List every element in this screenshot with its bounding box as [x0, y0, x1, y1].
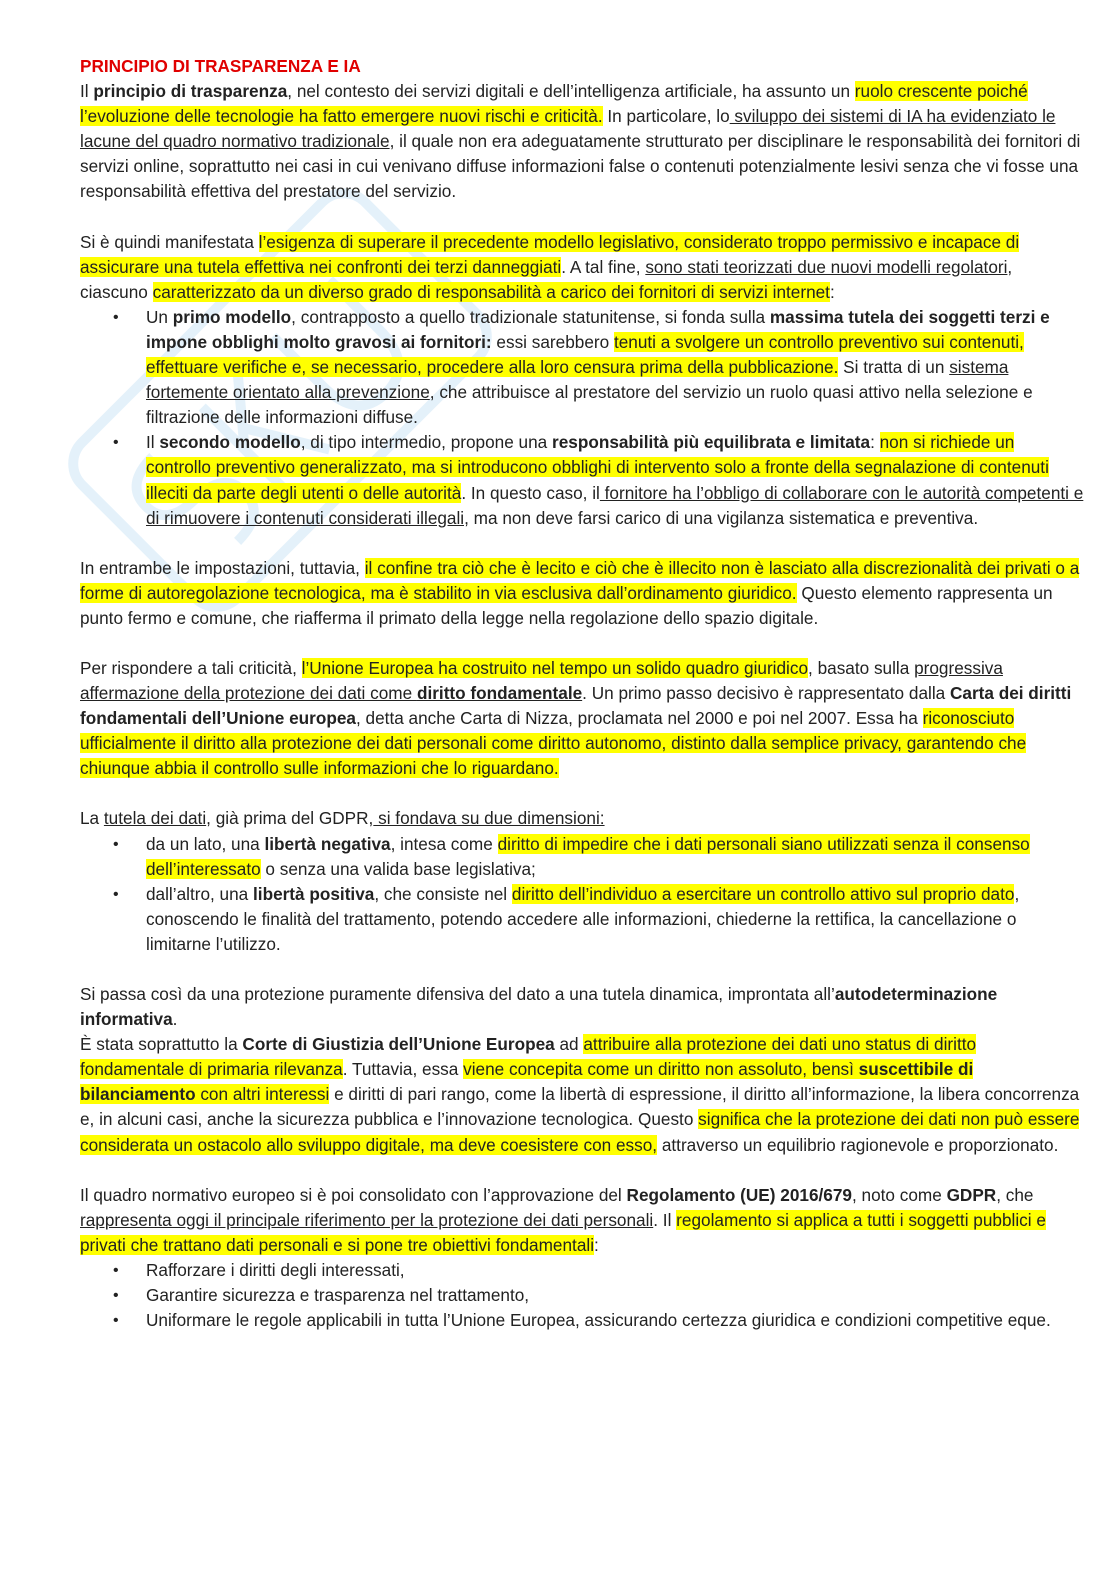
paragraph-tutela-dati [80, 806, 1084, 831]
underlined-text: fornitore ha l’obbligo di collaborare con le autorità competenti e di rimuovere i contenuti considerati illegali, [146, 482, 1084, 528]
list-item [146, 832, 1084, 882]
text-run: , che attribuisce al prestatore del servizio un ruolo quasi attivo nella selezione e filtrazione delle informazioni diffuse. [146, 382, 1033, 428]
text-run: , nel contesto dei servizi digitali e dell’intelligenza artificiale, ha assunto un [287, 81, 855, 102]
text-run: , contrapposto a quello tradizionale statunitense, si fonda sulla [291, 306, 770, 327]
text-run: Si passa così da una protezione puramente difensiva del dato a una tutela dinamica, improntata all’ [80, 984, 835, 1004]
list-liberta [80, 832, 1084, 957]
text-run: Questo elemento rappresenta un punto fermo e comune, che riafferma il primato della legge nella regolazione dello spazio digitale. [80, 582, 1053, 628]
bold-text: libertà negativa [264, 833, 391, 854]
text-run: Un [146, 306, 173, 327]
underlined-text: sono stati teorizzati due nuovi modelli regolatori [645, 256, 1008, 277]
highlighted-text: tenuti a svolgere un controllo preventivo sui contenuti, effettuare verifiche e, se necessario, procedere alla loro censura prima della pubblicazione. [146, 331, 1024, 378]
text-run: Il quadro normativo europeo si è poi consolidato con l’approvazione del [80, 1184, 627, 1205]
list-item [146, 430, 1084, 530]
text-run: In entrambe le impostazioni, tuttavia, [80, 557, 365, 578]
text-run: . Un primo passo decisivo è rappresentato dalla [582, 683, 950, 704]
text-run: : [594, 1234, 599, 1255]
text-run: . [172, 1009, 178, 1030]
text-run: . A tal fine, [561, 256, 646, 277]
text-run: Si è quindi manifestata [80, 231, 259, 252]
document-page [80, 54, 1084, 1333]
text-run: , ciascuno [80, 256, 1013, 302]
paragraph-autodeterminazione [80, 982, 1084, 1032]
text-run: . In questo caso, il [461, 482, 600, 503]
underlined-text: sviluppo dei sistemi di IA ha evidenziato le lacune del quadro normativo tradizionale [80, 106, 1056, 152]
highlighted-text: con altri interessi [195, 1084, 330, 1105]
text-run: attraverso un equilibrio ragionevole e proporzionato. [657, 1134, 1059, 1155]
text-run: , basato sulla [808, 657, 915, 678]
text-run: . Tuttavia, essa [342, 1059, 464, 1080]
highlighted-text: riconosciuto ufficialmente il diritto alla protezione dei dati personali come diritto autonomo, distinto dalla semplice privacy, garantendo che chiunque abbia il controllo sulle informazioni che lo riguardano. [80, 708, 1027, 779]
underlined-text: rappresenta oggi il principale riferimento per la protezione dei dati personali [80, 1209, 654, 1230]
bold-text: primo modello [172, 306, 292, 327]
highlighted-text: attribuire alla protezione dei dati uno status di diritto fondamentale di primaria rilevanza [80, 1034, 977, 1080]
text-run: Rafforzare i diritti degli interessati, [146, 1259, 405, 1280]
highlighted-text: regolamento si applica a tutti i soggetti pubblici e privati che trattano dati personali e si pone tre obiettivi fondamentali [80, 1209, 1046, 1255]
list-item [146, 1308, 1084, 1333]
bold-text: secondo modello [159, 432, 301, 453]
text-run: o senza una valida base legislativa; [260, 858, 536, 879]
highlighted-text: caratterizzato da un diverso grado di responsabilità a carico dei fornitori di servizi internet [152, 281, 830, 302]
highlighted-text: suscettibile di bilanciamento [80, 1059, 974, 1105]
highlighted-text: diritto dell’individuo a esercitare un controllo attivo sul proprio dato [511, 883, 1015, 904]
text-run: , conoscendo le finalità del trattamento, potendo accedere alle informazioni, chiederne la rettifica, la cancellazione o limitarne l’utilizzo. [146, 883, 1020, 954]
text-run: ad [554, 1034, 584, 1055]
highlighted-text: significa che la protezione dei dati non può essere considerata un ostacolo allo sviluppo digitale, ma deve coesistere con esso, [80, 1109, 1080, 1155]
underlined-text: sistema fortemente orientato alla prevenzione [146, 357, 1009, 403]
paragraph-principio [80, 79, 1084, 204]
underlined-text: tutela dei dati [103, 808, 207, 829]
text-run: La [80, 808, 104, 829]
page-title: PRINCIPIO DI TRASPARENZA E IA [80, 56, 361, 76]
text-run: Per rispondere a tali criticità, [80, 657, 302, 678]
list-item [146, 1258, 1084, 1283]
text-run: Il [80, 81, 94, 102]
text-run: , noto come [851, 1184, 947, 1205]
text-run: , già prima del GDPR, [206, 808, 374, 829]
bold-text: principio di trasparenza [93, 81, 288, 102]
highlighted-text: diritto di impedire che i dati personali siano utilizzati senza il consenso dell’interessato [146, 833, 1030, 879]
bold-text: Corte di Giustizia dell’Unione Europea [242, 1034, 555, 1055]
text-run: , che consiste nel [374, 883, 512, 904]
text-run: : [829, 281, 835, 302]
text-run: essi sarebbero [491, 331, 614, 352]
text-run: In particolare, lo [602, 106, 730, 127]
paragraph-corte-giustizia [80, 1032, 1084, 1157]
list-item [146, 305, 1084, 430]
bold-text: GDPR [946, 1184, 997, 1205]
bold-text: libertà positiva [253, 883, 375, 904]
text-run: da un lato, una [146, 833, 265, 854]
text-run: , che [996, 1184, 1034, 1205]
highlighted-text: viene concepita come un diritto non assoluto, bensì [463, 1059, 859, 1080]
text-run: Garantire sicurezza e trasparenza nel trattamento, [146, 1285, 530, 1306]
underlined-text: progressiva affermazione della protezione dei dati come [80, 657, 1003, 704]
paragraph-gdpr [80, 1183, 1084, 1258]
text-run: È stata soprattutto la [80, 1034, 243, 1055]
paragraph-confine [80, 556, 1084, 631]
text-run: dall’altro, una [146, 883, 254, 904]
underlined-text: si fondava su due dimensioni: [373, 808, 605, 829]
text-run: : [870, 432, 880, 453]
paragraph-esigenza [80, 230, 1084, 305]
paragraph-unione-europea [80, 656, 1084, 781]
text-run: , il quale non era adeguatamente strutturato per disciplinare le responsabilità dei fornitori di servizi online, soprattutto nei casi in cui venivano diffuse informazioni false o contenuti potenzialmente lesivi senza che vi fosse una responsabilità effettiva del prestatore del servizio. [80, 131, 1081, 202]
text-run: ma non deve farsi carico di una vigilanza sistematica e preventiva. [468, 507, 979, 528]
highlighted-text: non si richiede un controllo preventivo generalizzato, ma si introducono obblighi di intervento solo a fronte della segnalazione di contenuti illeciti da parte degli utenti o delle autorità [146, 432, 1049, 503]
highlighted-text: il confine tra ciò che è lecito e ciò che è illecito non è lasciato alla discrezionalità dei privati o a forme di autoregolazione tecnologica, ma è stabilito in via esclusiva dall’ordinamento giuridico. [80, 557, 1080, 603]
highlighted-text: ruolo crescente poiché l’evoluzione delle tecnologie ha fatto emergere nuovi rischi e criticità. [80, 81, 1028, 127]
text-run: , di tipo intermedio, propone una [300, 432, 553, 453]
highlighted-text: l’esigenza di superare il precedente modello legislativo, considerato troppo permissivo e incapace di assicurare una tutela effettiva nei confronti dei terzi danneggiati [80, 231, 1020, 277]
bold-text: Carta dei diritti fondamentali dell’Unione europea [80, 683, 1072, 729]
list-item [146, 882, 1084, 957]
list-item [146, 1283, 1084, 1308]
underlined-text: diritto fondamentale [416, 683, 583, 704]
text-run: , detta anche Carta di Nizza, proclamata nel 2000 e poi nel 2007. Essa ha [356, 708, 923, 729]
list-obiettivi [80, 1258, 1084, 1333]
text-run: Il [146, 432, 160, 453]
list-modelli [80, 305, 1084, 531]
text-run: Uniformare le regole applicabili in tutta l’Unione Europea, assicurando certezza giuridica e condizioni competitive eque. [146, 1310, 1051, 1331]
text-run: , intesa come [390, 833, 498, 854]
bold-text: massima tutela dei soggetti terzi e impone obblighi molto gravosi ai fornitori: [146, 306, 1050, 352]
text-run: Si tratta di un [838, 357, 950, 378]
bold-text: autodeterminazione informativa [80, 984, 998, 1030]
text-run: e diritti di pari rango, come la libertà di espressione, il diritto all’informazione, la libera concorrenza e, in alcuni casi, anche la sicurezza pubblica e l’innovazione tecnologica. Questo [80, 1084, 1080, 1130]
highlighted-text: l’Unione Europea ha costruito nel tempo un solido quadro giuridico [301, 657, 809, 678]
bold-text: responsabilità più equilibrata e limitata [552, 432, 871, 453]
bold-text: Regolamento (UE) 2016/679 [626, 1184, 852, 1205]
text-run: . Il [653, 1209, 677, 1230]
